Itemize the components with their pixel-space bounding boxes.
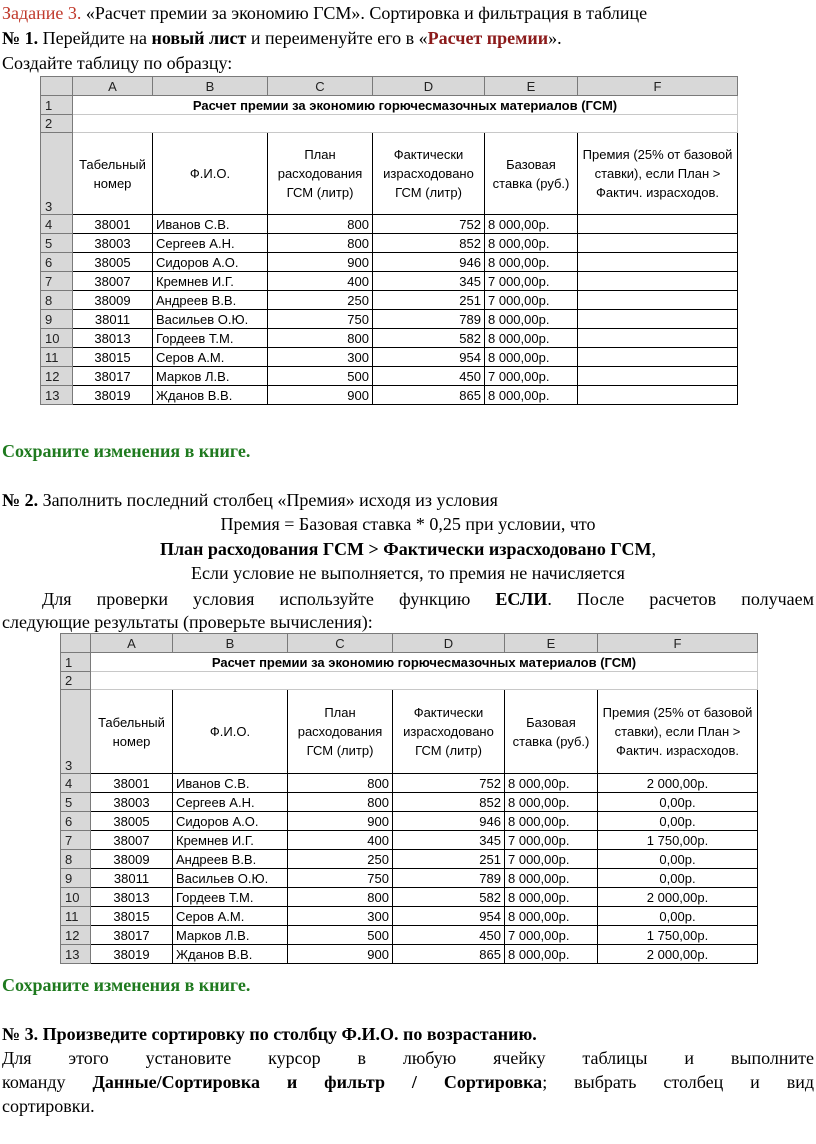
row-number: 1 (61, 653, 91, 672)
cell-bonus (578, 367, 738, 386)
cell-rate: 8 000,00р. (505, 945, 598, 964)
step1-line2: Создайте таблицу по образцу: (2, 53, 233, 73)
cell-fact: 582 (393, 888, 505, 907)
save-note-1: Сохраните изменения в книге. (2, 441, 251, 461)
step2-num: № 2. (2, 490, 39, 510)
col-letter: B (173, 634, 288, 653)
cell-bonus: 1 750,00р. (598, 831, 758, 850)
row-number: 11 (41, 348, 73, 367)
step1-text-b: и переименуйте его в « (246, 28, 428, 48)
cell-bonus: 0,00р. (598, 869, 758, 888)
cell-rate: 8 000,00р. (505, 888, 598, 907)
task-title-rest: «Расчет премии за экономию ГСМ». Сортировка и фильтрация в таблице (81, 3, 648, 23)
cell-id: 38009 (73, 291, 153, 310)
cell-plan: 900 (268, 386, 373, 405)
cell-name: Сергеев А.Н. (173, 793, 288, 812)
table-row (61, 888, 758, 907)
cell-plan: 300 (288, 907, 393, 926)
row-number: 8 (61, 850, 91, 869)
cell-name: Жданов В.В. (153, 386, 268, 405)
step3-line1: Для этого установите курсор в любую ячейку таблицы и выполните (2, 1048, 814, 1068)
spreadsheet-table-2 (60, 633, 758, 964)
cell-rate: 8 000,00р. (485, 329, 578, 348)
table-row (41, 310, 738, 329)
cell-plan: 400 (268, 272, 373, 291)
cell-rate: 8 000,00р. (505, 774, 598, 793)
table-row (41, 253, 738, 272)
col-letter: A (73, 77, 153, 96)
empty-row (73, 115, 738, 133)
col-letter: F (598, 634, 758, 653)
cell-fact: 582 (373, 329, 485, 348)
cell-name: Серов А.М. (153, 348, 268, 367)
cell-rate: 8 000,00р. (485, 215, 578, 234)
else-line: Если условие не выполняется, то премия не начисляется (191, 563, 625, 583)
check-text-a: Для проверки условия используйте функцию (42, 589, 471, 609)
table-row (41, 367, 738, 386)
step1-num: № 1. (2, 28, 39, 48)
table-row (41, 234, 738, 253)
step1-line (2, 27, 814, 49)
cell-id: 38007 (73, 272, 153, 291)
cell-fact: 852 (393, 793, 505, 812)
formula-line: Премия = Базовая ставка * 0,25 при условии, что (220, 514, 596, 534)
cell-id: 38013 (73, 329, 153, 348)
step3-line3: сортировки. (2, 1096, 95, 1116)
cell-fact: 450 (373, 367, 485, 386)
step3-line2 (2, 1071, 814, 1093)
cell-name: Сидоров А.О. (153, 253, 268, 272)
col-letter: F (578, 77, 738, 96)
cell-plan: 800 (268, 215, 373, 234)
cell-plan: 800 (288, 793, 393, 812)
col-letter: E (505, 634, 598, 653)
cell-fact: 954 (373, 348, 485, 367)
cell-id: 38003 (73, 234, 153, 253)
cell-plan: 300 (268, 348, 373, 367)
table-row (41, 329, 738, 348)
header-cell: Премия (25% от базовой ставки), если План > Фактич. израсходов. (598, 690, 758, 774)
step1-text-a: Перейдите на (38, 28, 152, 48)
cell-id: 38017 (73, 367, 153, 386)
cell-plan: 800 (268, 234, 373, 253)
cell-name: Андреев В.В. (153, 291, 268, 310)
cell-rate: 8 000,00р. (505, 907, 598, 926)
cell-rate: 7 000,00р. (485, 367, 578, 386)
col-letter: D (373, 77, 485, 96)
table-row (61, 907, 758, 926)
table-row (41, 272, 738, 291)
corner-cell (41, 77, 73, 96)
cell-id: 38005 (91, 812, 173, 831)
col-letter: E (485, 77, 578, 96)
cell-name: Гордеев Т.М. (173, 888, 288, 907)
table-row (61, 831, 758, 850)
cell-name: Васильев О.Ю. (173, 869, 288, 888)
row-number: 6 (61, 812, 91, 831)
cell-id: 38011 (73, 310, 153, 329)
cell-bonus: 2 000,00р. (598, 945, 758, 964)
cell-id: 38019 (73, 386, 153, 405)
cell-rate: 8 000,00р. (485, 253, 578, 272)
row-number: 13 (61, 945, 91, 964)
cell-id: 38003 (91, 793, 173, 812)
row-number: 2 (41, 115, 73, 133)
cell-rate: 8 000,00р. (485, 310, 578, 329)
header-cell: Табельный номер (73, 133, 153, 215)
cell-bonus: 0,00р. (598, 850, 758, 869)
function-name: ЕСЛИ (495, 589, 548, 609)
cell-name: Иванов С.В. (173, 774, 288, 793)
cell-rate: 7 000,00р. (505, 850, 598, 869)
cell-name: Васильев О.Ю. (153, 310, 268, 329)
condition-line (2, 538, 814, 560)
cell-name: Кремнев И.Г. (153, 272, 268, 291)
cell-rate: 8 000,00р. (485, 348, 578, 367)
col-letter: C (288, 634, 393, 653)
cell-plan: 900 (288, 945, 393, 964)
step3-text-b: ; выбрать столбец и вид (542, 1072, 814, 1092)
cell-rate: 7 000,00р. (485, 272, 578, 291)
cell-fact: 789 (373, 310, 485, 329)
menu-path: Данные/Сортировка и фильтр / Сортировка (92, 1072, 543, 1092)
row-number: 3 (41, 133, 73, 215)
row-number: 13 (41, 386, 73, 405)
row-number: 2 (61, 672, 91, 690)
cell-name: Серов А.М. (173, 907, 288, 926)
check-line (2, 588, 814, 610)
table-row (61, 945, 758, 964)
corner-cell (61, 634, 91, 653)
cell-bonus (578, 215, 738, 234)
col-letter: A (91, 634, 173, 653)
empty-row (91, 672, 758, 690)
cell-fact: 345 (373, 272, 485, 291)
cell-rate: 7 000,00р. (505, 831, 598, 850)
row-number: 9 (41, 310, 73, 329)
cell-rate: 8 000,00р. (505, 812, 598, 831)
table-title: Расчет премии за экономию горючесмазочных материалов (ГСМ) (91, 653, 758, 672)
cell-bonus (578, 253, 738, 272)
cell-plan: 400 (288, 831, 393, 850)
condition-tail: , (651, 539, 657, 559)
cell-fact: 946 (393, 812, 505, 831)
check-text-b: . После расчетов получаем (547, 589, 814, 609)
cell-plan: 250 (268, 291, 373, 310)
row-number: 3 (61, 690, 91, 774)
cell-fact: 865 (393, 945, 505, 964)
row-number: 9 (61, 869, 91, 888)
table-row (41, 348, 738, 367)
row-number: 10 (41, 329, 73, 348)
row-number: 8 (41, 291, 73, 310)
cell-plan: 800 (268, 329, 373, 348)
col-letter: D (393, 634, 505, 653)
cell-bonus: 0,00р. (598, 812, 758, 831)
cell-rate: 7 000,00р. (505, 926, 598, 945)
save-note-2: Сохраните изменения в книге. (2, 975, 251, 995)
check-line-2: следующие результаты (проверьте вычисления): (2, 612, 373, 632)
row-number: 12 (41, 367, 73, 386)
step1-new-sheet: новый лист (151, 28, 247, 48)
cell-fact: 789 (393, 869, 505, 888)
col-letter: B (153, 77, 268, 96)
table-row (41, 291, 738, 310)
cell-fact: 752 (373, 215, 485, 234)
col-letter: C (268, 77, 373, 96)
cell-bonus (578, 234, 738, 253)
cell-bonus: 0,00р. (598, 793, 758, 812)
cell-fact: 752 (393, 774, 505, 793)
row-number: 6 (41, 253, 73, 272)
table-title: Расчет премии за экономию горючесмазочных материалов (ГСМ) (73, 96, 738, 115)
cell-bonus: 2 000,00р. (598, 888, 758, 907)
cell-bonus (578, 310, 738, 329)
header-cell: Табельный номер (91, 690, 173, 774)
table-row (41, 386, 738, 405)
row-number: 12 (61, 926, 91, 945)
header-cell: Фактически израсходовано ГСМ (литр) (393, 690, 505, 774)
header-cell: Ф.И.О. (173, 690, 288, 774)
step3-heading: № 3. Произведите сортировку по столбцу Ф.И.О. по возрастанию. (2, 1024, 537, 1044)
table-row (61, 926, 758, 945)
cell-plan: 800 (288, 888, 393, 907)
cell-name: Сергеев А.Н. (153, 234, 268, 253)
cell-rate: 7 000,00р. (485, 291, 578, 310)
cell-plan: 250 (288, 850, 393, 869)
cell-rate: 8 000,00р. (505, 869, 598, 888)
header-cell: План расходования ГСМ (литр) (268, 133, 373, 215)
cell-fact: 954 (393, 907, 505, 926)
row-number: 1 (41, 96, 73, 115)
cell-id: 38015 (91, 907, 173, 926)
cell-id: 38017 (91, 926, 173, 945)
cell-id: 38011 (91, 869, 173, 888)
cell-id: 38015 (73, 348, 153, 367)
cell-id: 38001 (91, 774, 173, 793)
step1-text-c: ». (548, 28, 562, 48)
cell-id: 38009 (91, 850, 173, 869)
cell-name: Иванов С.В. (153, 215, 268, 234)
cell-plan: 800 (288, 774, 393, 793)
row-number: 4 (41, 215, 73, 234)
step3-text-a: команду (2, 1072, 93, 1092)
cell-id: 38005 (73, 253, 153, 272)
cell-name: Жданов В.В. (173, 945, 288, 964)
row-number: 11 (61, 907, 91, 926)
cell-id: 38007 (91, 831, 173, 850)
cell-plan: 750 (288, 869, 393, 888)
row-number: 10 (61, 888, 91, 907)
table-row (61, 869, 758, 888)
header-cell: План расходования ГСМ (литр) (288, 690, 393, 774)
cell-bonus: 0,00р. (598, 907, 758, 926)
cell-fact: 251 (373, 291, 485, 310)
header-cell: Базовая ставка (руб.) (485, 133, 578, 215)
cell-fact: 865 (373, 386, 485, 405)
step1-sheet-name: Расчет премии (427, 28, 549, 48)
table-row (41, 215, 738, 234)
cell-rate: 8 000,00р. (485, 386, 578, 405)
cell-fact: 450 (393, 926, 505, 945)
cell-plan: 900 (288, 812, 393, 831)
table-row (61, 850, 758, 869)
cell-bonus (578, 329, 738, 348)
table-row (61, 793, 758, 812)
cell-bonus (578, 272, 738, 291)
cell-rate: 8 000,00р. (505, 793, 598, 812)
cell-plan: 900 (268, 253, 373, 272)
cell-id: 38013 (91, 888, 173, 907)
cell-name: Кремнев И.Г. (173, 831, 288, 850)
row-number: 4 (61, 774, 91, 793)
cell-bonus (578, 291, 738, 310)
task-title-prefix: Задание 3. (2, 3, 82, 23)
cell-plan: 500 (268, 367, 373, 386)
cell-plan: 500 (288, 926, 393, 945)
cell-name: Гордеев Т.М. (153, 329, 268, 348)
cell-fact: 852 (373, 234, 485, 253)
row-number: 7 (61, 831, 91, 850)
cell-name: Марков Л.В. (153, 367, 268, 386)
cell-bonus: 2 000,00р. (598, 774, 758, 793)
cell-id: 38001 (73, 215, 153, 234)
table-row (61, 774, 758, 793)
header-cell: Ф.И.О. (153, 133, 268, 215)
condition-bold: План расходования ГСМ > Фактически израсходовано ГСМ (159, 539, 652, 559)
cell-name: Сидоров А.О. (173, 812, 288, 831)
cell-fact: 251 (393, 850, 505, 869)
cell-bonus (578, 348, 738, 367)
cell-id: 38019 (91, 945, 173, 964)
cell-rate: 8 000,00р. (485, 234, 578, 253)
header-cell: Премия (25% от базовой ставки), если План > Фактич. израсходов. (578, 133, 738, 215)
row-number: 7 (41, 272, 73, 291)
cell-fact: 946 (373, 253, 485, 272)
cell-bonus (578, 386, 738, 405)
cell-plan: 750 (268, 310, 373, 329)
cell-fact: 345 (393, 831, 505, 850)
cell-name: Андреев В.В. (173, 850, 288, 869)
row-number: 5 (61, 793, 91, 812)
step2-line (2, 489, 814, 511)
header-cell: Фактически израсходовано ГСМ (литр) (373, 133, 485, 215)
cell-bonus: 1 750,00р. (598, 926, 758, 945)
task-title (2, 2, 814, 24)
row-number: 5 (41, 234, 73, 253)
table-row (61, 812, 758, 831)
header-cell: Базовая ставка (руб.) (505, 690, 598, 774)
spreadsheet-table-1 (40, 76, 738, 405)
cell-name: Марков Л.В. (173, 926, 288, 945)
step2-text: Заполнить последний столбец «Премия» исходя из условия (38, 490, 498, 510)
